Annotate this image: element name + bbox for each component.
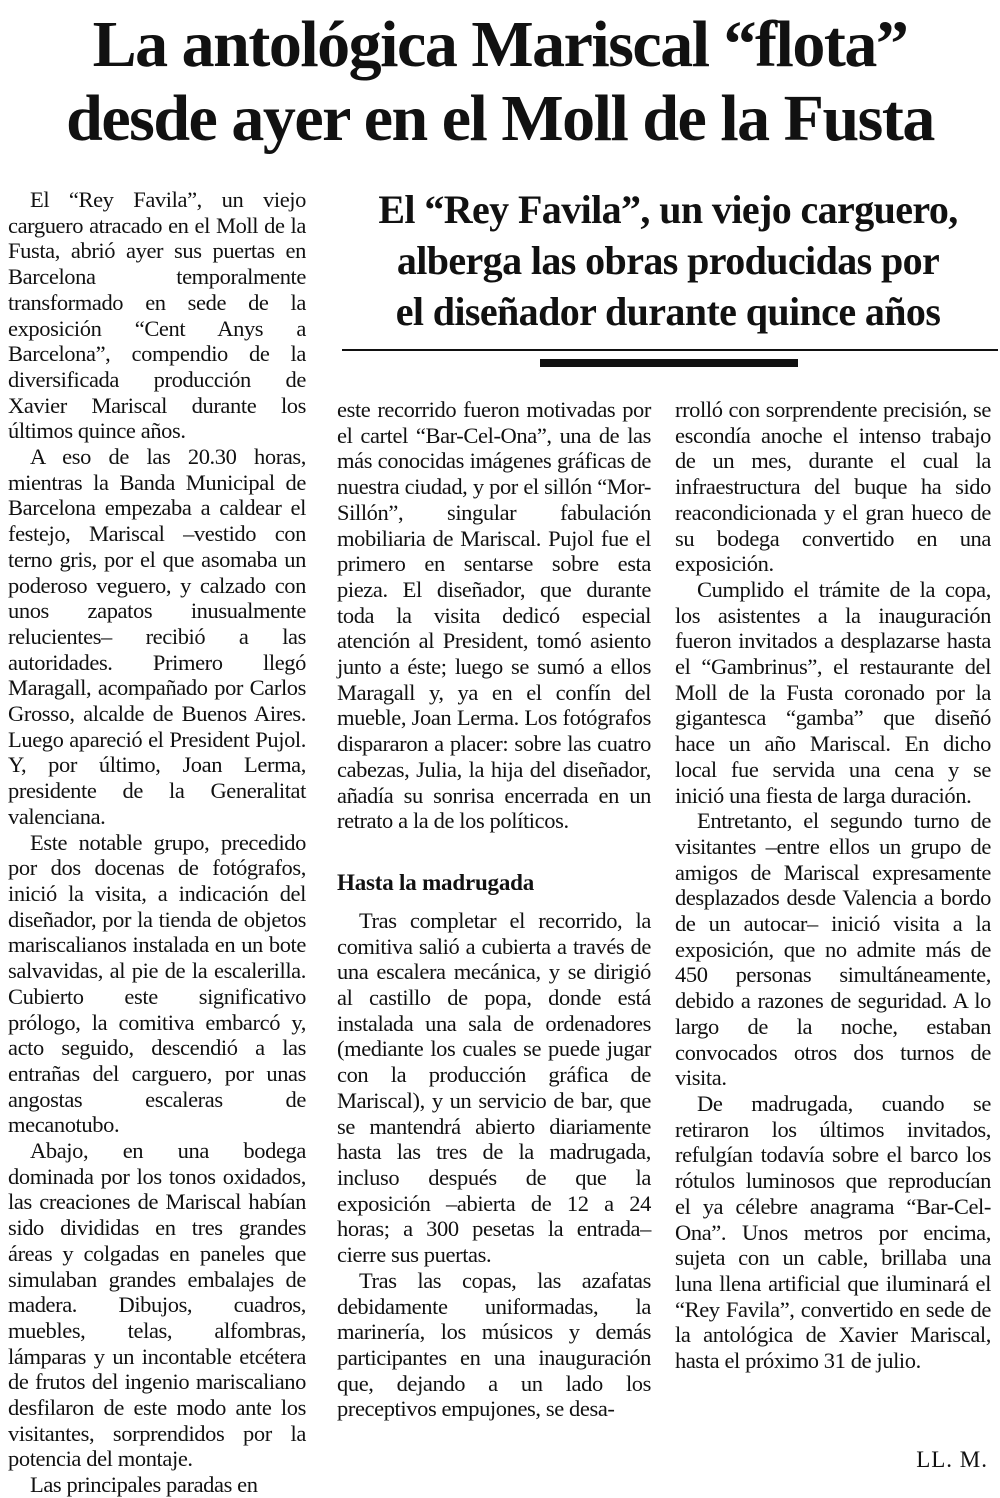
headline-line-2: desde ayer en el Moll de la Fusta <box>66 82 934 155</box>
article-column-3 <box>675 397 991 1374</box>
paragraph: Entretanto, el segundo turno de visitantes –entre ellos un grupo de amigos de Mariscal expresamente desplazados desde Valencia a bordo de un autocar– inició visita a la exposición, que no admite más de 450 personas simultáneamente, debido a razones de seguridad. A lo largo de la noche, estaban convocados otros dos turnos de visita. <box>675 808 991 1091</box>
subheadline <box>338 184 998 337</box>
subheadline-line-1: El “Rey Favila”, un viejo carguero, <box>378 187 958 232</box>
paragraph: De madrugada, cuando se retiraron los últimos invitados, refulgían todavía sobre el barco los rótulos luminosos que reproducían el ya célebre anagrama “Bar-Cel-Ona”. Unos metros por encima, sujeta con un cable, brillaba una luna llena artificial que iluminará el “Rey Favila”, convertido en sede de la antológica de Xavier Mariscal, hasta el próximo 31 de julio. <box>675 1090 991 1374</box>
headline-line-1: La antológica Mariscal “flota” <box>92 8 908 81</box>
paragraph: este recorrido fueron motivadas por el cartel “Bar-Cel-Ona”, una de las más conocidas imágenes gráficas de nuestra ciudad, y por el sillón “Mor-Sillón”, singular fabulación mobiliaria de Mariscal. Pujol fue el primero en sentarse sobre esta pieza. El diseñador, que durante toda la visita dedicó especial atención al President, tomó asiento junto a éste; luego se sumó a ellos Maragall y, ya en el confín del mueble, Joan Lerma. Los fotógrafos dispararon a placer: sobre las cuatro cabezas, Julia, la hija del diseñador, añadía su sonrisa encerrada en un retrato a la de los políticos. <box>337 397 651 834</box>
paragraph: Tras las copas, las azafatas debidamente uniformadas, la marinería, los músicos y demás participantes en una inauguración que, dejando a un lado los preceptivos empujones, se desa- <box>337 1267 651 1422</box>
paragraph: Tras completar el recorrido, la comitiva salió a cubierta a través de una escalera mecánica, y se dirigió al castillo de popa, donde está instalada una sala de ordenadores (mediante los cuales se puede jugar con la producción gráfica de Mariscal), y un servicio de bar, que se mantendrá abierto diariamente hasta las tres de la madrugada, incluso después de que la exposición –abierta de 12 a 24 horas; a 300 pesetas la entrada– cierre sus puertas. <box>337 907 651 1268</box>
section-subtitle: Hasta la madrugada <box>337 869 535 895</box>
subheadline-line-3: el diseñador durante quince años <box>395 289 941 334</box>
paragraph: Cumplido el trámite de la copa, los asistentes a la inauguración fueron invitados a desplazarse hasta el “Gambrinus”, el restaurante del Moll de la Fusta coronado por la gigantesca “gamba” que diseñó hace un año Mariscal. En dicho local fue servida una cena y se inició una fiesta de larga duración. <box>675 576 991 808</box>
paragraph: A eso de las 20.30 horas, mientras la Banda Municipal de Barcelona empezaba a caldear el festejo, Mariscal –vestido con terno gris, por el que asomaba un poderoso veguero, y calzado con unos zapatos inusualmente relucientes– recibió a las autoridades. Primero llegó Maragall, acompañado por Carlos Grosso, alcalde de Buenos Aires. Luego apareció el President Pujol. Y, por último, Joan Lerma, presidente de la Generalitat valenciana. <box>8 444 306 829</box>
paragraph: rrolló con sorprendente precisión, se escondía anoche el intenso trabajo de un mes, durante el cual la infraestructura del buque ha sido reacondicionada y el gran hueco de su bodega convertido en una exposición. <box>675 397 991 577</box>
headline <box>20 8 980 156</box>
paragraph: Las principales paradas en <box>30 1472 258 1498</box>
article-column-2 <box>337 397 651 1422</box>
byline: LL. M. <box>916 1447 988 1472</box>
subheadline-line-2: alberga las obras producidas por <box>396 238 940 283</box>
paragraph: El “Rey Favila”, un viejo carguero atracado en el Moll de la Fusta, abrió ayer sus puertas en Barcelona temporalmente transformado en sede de la exposición “Cent Anys a Barcelona”, compendio de la diversificada producción de Xavier Mariscal durante los últimos quince años. <box>8 187 306 444</box>
subheadline-rule-thick <box>540 359 798 367</box>
article-column-1 <box>8 187 306 1498</box>
paragraph: Abajo, en una bodega dominada por los tonos oxidados, las creaciones de Mariscal habían sido divididas en tres grandes áreas y colgadas en paneles que simulaban grandes embalajes de madera. Dibujos, cuadros, muebles, telas, alfombras, lámparas y un incontable etcétera de frutos del ingenio mariscaliano desfilaron de este modo ante los visitantes, sorprendidos por la potencia del montaje. <box>8 1138 306 1472</box>
paragraph: Este notable grupo, precedido por dos docenas de fotógrafos, inició la visita, a indicación del diseñador, por la tienda de objetos mariscalianos instalada en un bote salvavidas, al pie de la escalerilla. Cubierto este significativo prólogo, la comitiva embarcó y, acto seguido, descendió a las entrañas del carguero, por unas angostas escaleras de mecanotubo. <box>8 829 306 1138</box>
subheadline-rule-thin <box>342 349 998 351</box>
